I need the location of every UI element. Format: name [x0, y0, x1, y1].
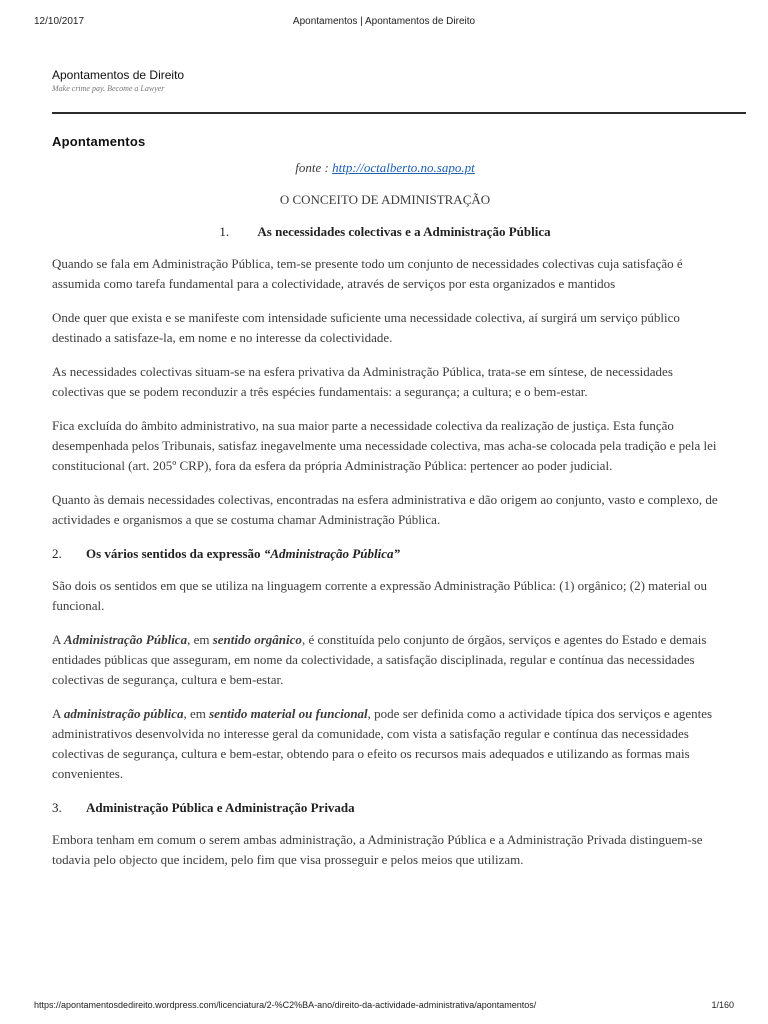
source-label: fonte :: [295, 160, 333, 175]
section-2-title-italic: “Administração Pública”: [263, 546, 400, 561]
section-1-paragraph: Onde quer que exista e se manifeste com intensidade suficiente uma necessidade colectiva, aí surgirá um serviço público destinado a satisfaze-la, em nome e no interesse da colectividade.: [52, 310, 680, 345]
section-1-paragraph: As necessidades colectivas situam-se na esfera privativa da Administração Pública, trata-se em síntese, de necessidades colectivas que se podem reconduzir a três espécies fundamentais: a segurança; a cultura; e o bem-estar.: [52, 364, 673, 399]
section-1-paragraph: Quanto às demais necessidades colectivas, encontradas na esfera administrativa e dão origem ao conjunto, vasto e complexo, de actividades e organismos a que se costuma chamar Administração Pública.: [52, 492, 718, 527]
section-3-number: 3.: [52, 800, 62, 815]
site-title-link[interactable]: Apontamentos de Direito: [52, 68, 185, 82]
section-1-title: As necessidades colectivas e a Administração Pública: [257, 224, 551, 239]
term-sentido-organico: sentido orgânico: [212, 632, 302, 647]
print-date: 12/10/2017: [34, 16, 85, 27]
section-3-paragraph: Embora tenham em comum o serem ambas administração, a Administração Pública e a Administração Privada distinguem-se todavia pelo objecto que incidem, pelo fim que visa prosseguir e pelos meios que utilizam.: [52, 832, 703, 867]
section-2-number: 2.: [52, 546, 62, 561]
source-link[interactable]: http://octalberto.no.sapo.pt: [332, 160, 475, 175]
section-1-heading: [52, 222, 718, 242]
term-sentido-material: sentido material ou funcional: [209, 706, 368, 721]
page-counter: 1/160: [711, 1000, 734, 1010]
page-title: Apontamentos: [52, 134, 146, 149]
site-tagline: Make crime pay. Become a Lawyer: [52, 84, 165, 93]
section-2-title: Os vários sentidos da expressão: [86, 546, 264, 561]
section-1-number: 1.: [219, 224, 230, 239]
section-2-material-paragraph: [52, 704, 718, 784]
text-fragment: A: [52, 706, 64, 721]
section-2-heading: [52, 544, 718, 564]
print-header: [34, 16, 734, 30]
section-1-paragraph: Quando se fala em Administração Pública, tem-se presente todo um conjunto de necessidades colectivas cuja satisfação é assumida como tarefa fundamental para a colectividade, através de serviços por esta organizados e mantidos: [52, 256, 683, 291]
article-content: [52, 132, 718, 884]
section-2-intro: São dois os sentidos em que se utiliza na linguagem corrente a expressão Administração Pública: (1) orgânico; (2) material ou funcional.: [52, 578, 707, 613]
section-3-heading: [52, 798, 718, 818]
source-line: [52, 158, 718, 178]
term-administracao-publica: Administração Pública: [63, 632, 188, 647]
print-title: Apontamentos | Apontamentos de Direito: [292, 16, 476, 27]
site-header: [52, 66, 746, 114]
term-administracao-publica-lower: administração pública: [63, 706, 184, 721]
print-footer: [34, 1000, 734, 1014]
section-3-title: Administração Pública e Administração Privada: [86, 800, 355, 815]
text-fragment: A: [52, 632, 64, 647]
section-1-paragraph: Fica excluída do âmbito administrativo, na sua maior parte a necessidade colectiva da realização de justiça. Esta função desempenhada pelos Tribunais, satisfaz inegavelmente uma necessidade colectiva, mas acha-se colocada pela tradição e pela lei constitucional (art. 205º CRP), fora da esfera da própria Administração Pública: pertencer ao poder judicial.: [52, 418, 717, 473]
section-2-organic-paragraph: [52, 630, 718, 690]
text-fragment: , em: [187, 632, 213, 647]
text-fragment: , é constituída pelo conjunto de órgãos, serviços e agentes do Estado e demais entidades públicas que asseguram, em nome da colectividade, a satisfação disciplinada, regular e contínua das necessidades colectivas de segurança, cultura e bem-estar.: [52, 632, 707, 687]
print-url: https://apontamentosdedireito.wordpress.com/licenciatura/2-%C2%BA-ano/direito-da-actividade-administrativa/apontamentos/: [34, 1000, 537, 1010]
text-fragment: , em: [183, 706, 210, 721]
concept-title: O CONCEITO DE ADMINISTRAÇÃO: [279, 192, 491, 207]
text-fragment: , pode ser definida como a actividade típica dos serviços e agentes administrativos desenvolvida no interesse geral da comunidade, com vista a satisfação regular e contínua das necessidades colectivas de segurança, cultura e bem-estar, obtendo para o efeito os recursos mais adequados e utilizando as formas mais convenientes.: [52, 706, 713, 781]
